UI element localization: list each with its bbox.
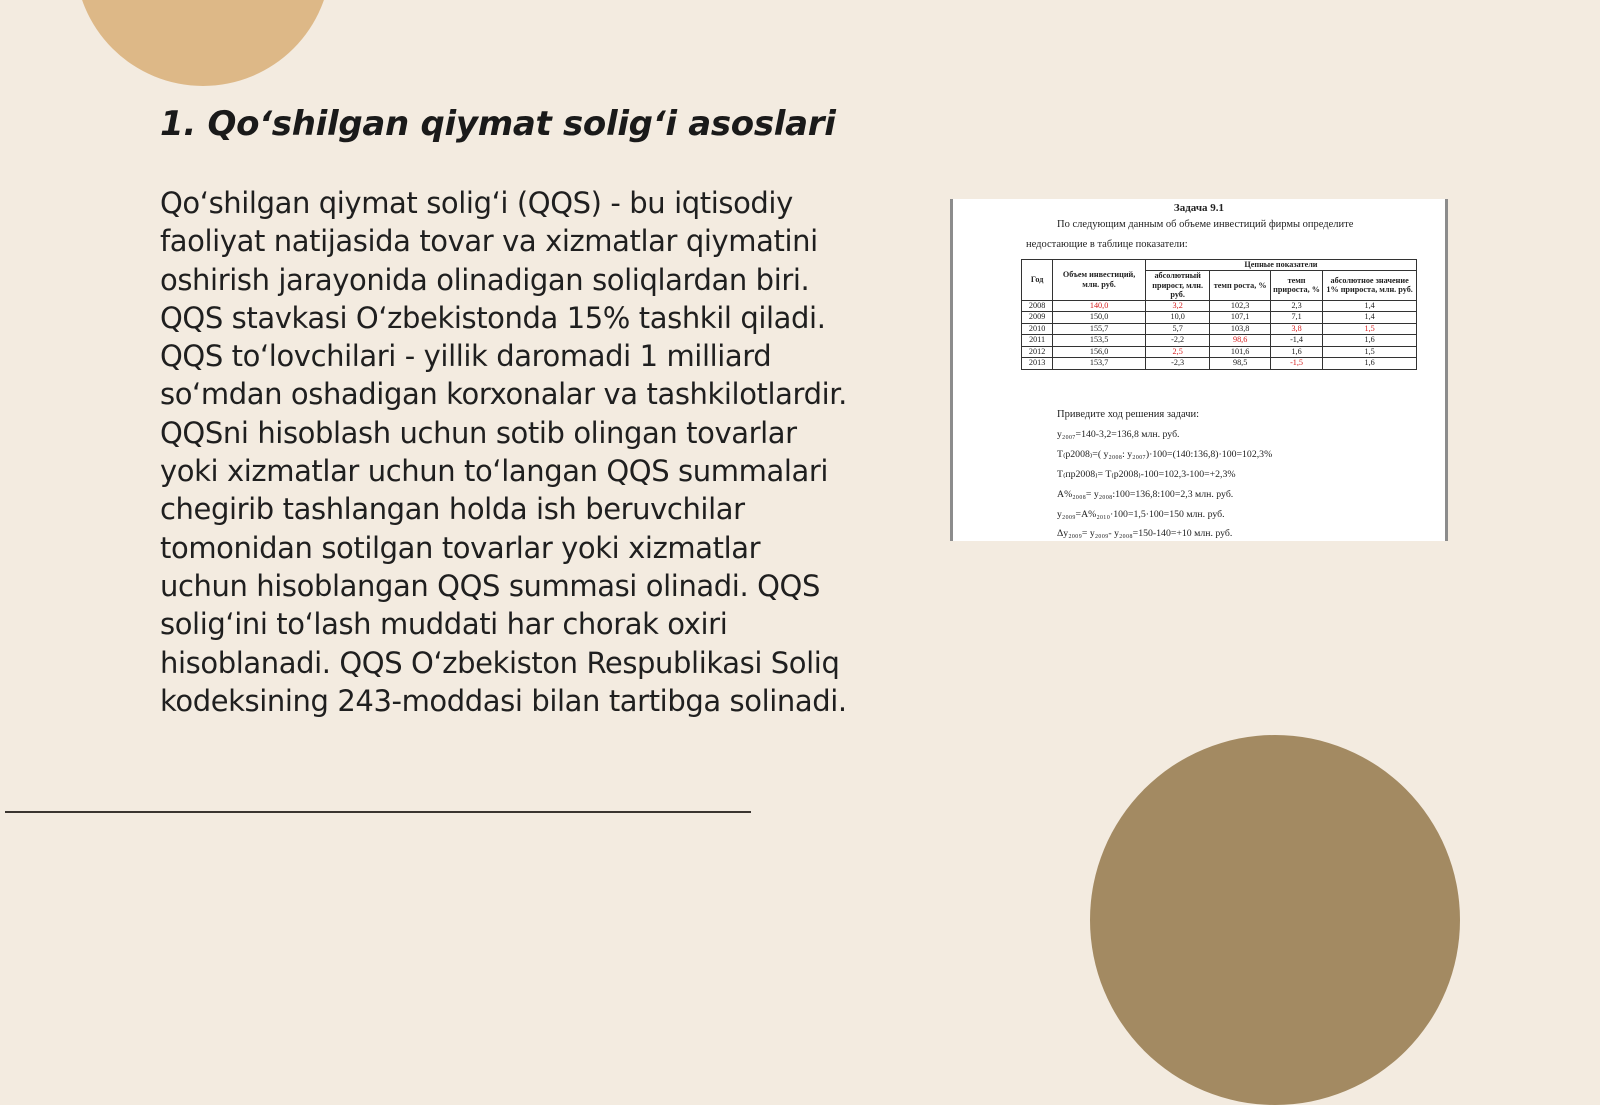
doc-solution-heading: Приведите ход решения задачи: [1057,409,1200,420]
table-cell: 1,6 [1270,346,1322,358]
table-cell: -1,4 [1270,335,1322,347]
table-cell: 1,5 [1323,323,1417,335]
doc-table [1021,259,1417,370]
table-cell: 1,5 [1323,346,1417,358]
doc-solution-line: y₂₀₀₇=140-3,2=136,8 млн. руб. [1057,429,1180,440]
table-cell: 150,0 [1053,312,1146,324]
doc-intro-line-2: недостающие в таблице показатели: [1026,239,1188,250]
table-cell: 98,6 [1210,335,1270,347]
table-cell: 2010 [1022,323,1053,335]
doc-table-header: темп роста, % [1210,271,1270,301]
table-cell: -2,3 [1145,358,1209,370]
table-row [1022,312,1417,324]
table-row [1022,300,1417,312]
table-cell: 2008 [1022,300,1053,312]
table-row [1022,323,1417,335]
decorative-circle-top [75,0,331,86]
table-cell: 1,6 [1323,335,1417,347]
doc-table-header: Объем инвестиций, млн. руб. [1053,260,1146,301]
table-cell: 103,8 [1210,323,1270,335]
doc-intro-line-1: По следующим данным об объеме инвестиций фирмы определите [1057,219,1354,230]
table-cell: 3,8 [1270,323,1322,335]
doc-solution-line: A%₂₀₀₈= y₂₀₀₈:100=136,8:100=2,3 млн. руб. [1057,489,1234,500]
table-cell: 102,3 [1210,300,1270,312]
slide-title: 1. Qo‘shilgan qiymat solig‘i asoslari [160,104,836,144]
table-cell: 5,7 [1145,323,1209,335]
doc-solution-line: y₂₀₀₉=A%₂₀₁₀·100=1,5·100=150 млн. руб. [1057,509,1225,520]
table-cell: 155,7 [1053,323,1146,335]
table-cell: 10,0 [1145,312,1209,324]
table-cell: 1,4 [1323,312,1417,324]
table-cell: 140,0 [1053,300,1146,312]
table-cell: 2009 [1022,312,1053,324]
table-cell: 2,5 [1145,346,1209,358]
doc-table-header: абсолютное значение 1% прироста, млн. руб. [1323,271,1417,301]
doc-table-header: темп прироста, % [1270,271,1322,301]
slide-body-text: Qo‘shilgan qiymat solig‘i (QQS) - bu iqtisodiy faoliyat natijasida tovar va xizmatlar qiymatini oshirish jarayonida olinadigan soliqlardan biri. QQS stavkasi O‘zbekistonda 15% tashkil qiladi. QQS to‘lovchilari - yillik daromadi 1 milliard so‘mdan oshadigan korxonalar va tashkilotlardir. QQSni hisoblash uchun sotib olingan tovarlar yoki xizmatlar uchun to‘langan QQS summalari chegirib tashlangan holda ish beruvchilar tomonidan sotilgan tovarlar yoki xizmatlar uchun hisoblangan QQS summasi olinadi. QQS solig‘ini to‘lash muddati har chorak oxiri hisoblanadi. QQS O‘zbekiston Respublikasi Soliq kodeksining 243-moddasi bilan tartibga solinadi. [160,186,847,718]
table-cell: 153,5 [1053,335,1146,347]
table-cell: 1,6 [1323,358,1417,370]
table-cell: 153,7 [1053,358,1146,370]
table-cell: 2,3 [1270,300,1322,312]
decorative-circle-bottom [1090,735,1460,1105]
doc-solution-line: T₍пр2008₎= T₍р2008₎-100=102,3-100=+2,3% [1057,469,1236,480]
table-row [1022,335,1417,347]
doc-table-group-header: Цепные показатели [1145,260,1416,271]
document-image [950,199,1448,541]
doc-table-header: абсолютный прирост, млн. руб. [1145,271,1209,301]
table-cell: 2012 [1022,346,1053,358]
table-cell: 98,5 [1210,358,1270,370]
table-cell: 107,1 [1210,312,1270,324]
table-cell: 1,4 [1323,300,1417,312]
divider-line [5,811,751,813]
table-cell: 2011 [1022,335,1053,347]
table-cell: -2,2 [1145,335,1209,347]
doc-solution-line: Δy₂₀₀₉= y₂₀₀₉- y₂₀₀₈=150-140=+10 млн. руб. [1057,528,1233,539]
table-row [1022,346,1417,358]
table-row [1022,358,1417,370]
table-cell: 3,2 [1145,300,1209,312]
table-cell: 2013 [1022,358,1053,370]
table-cell: 101,6 [1210,346,1270,358]
doc-solution-line: T₍р2008₎=( y₂₀₀₈: y₂₀₀₇)·100=(140:136,8)·100=102,3% [1057,449,1273,460]
doc-title: Задача 9.1 [1173,202,1225,214]
doc-table-header: Год [1022,260,1053,301]
table-cell: 156,0 [1053,346,1146,358]
table-cell: 7,1 [1270,312,1322,324]
table-cell: -1,5 [1270,358,1322,370]
